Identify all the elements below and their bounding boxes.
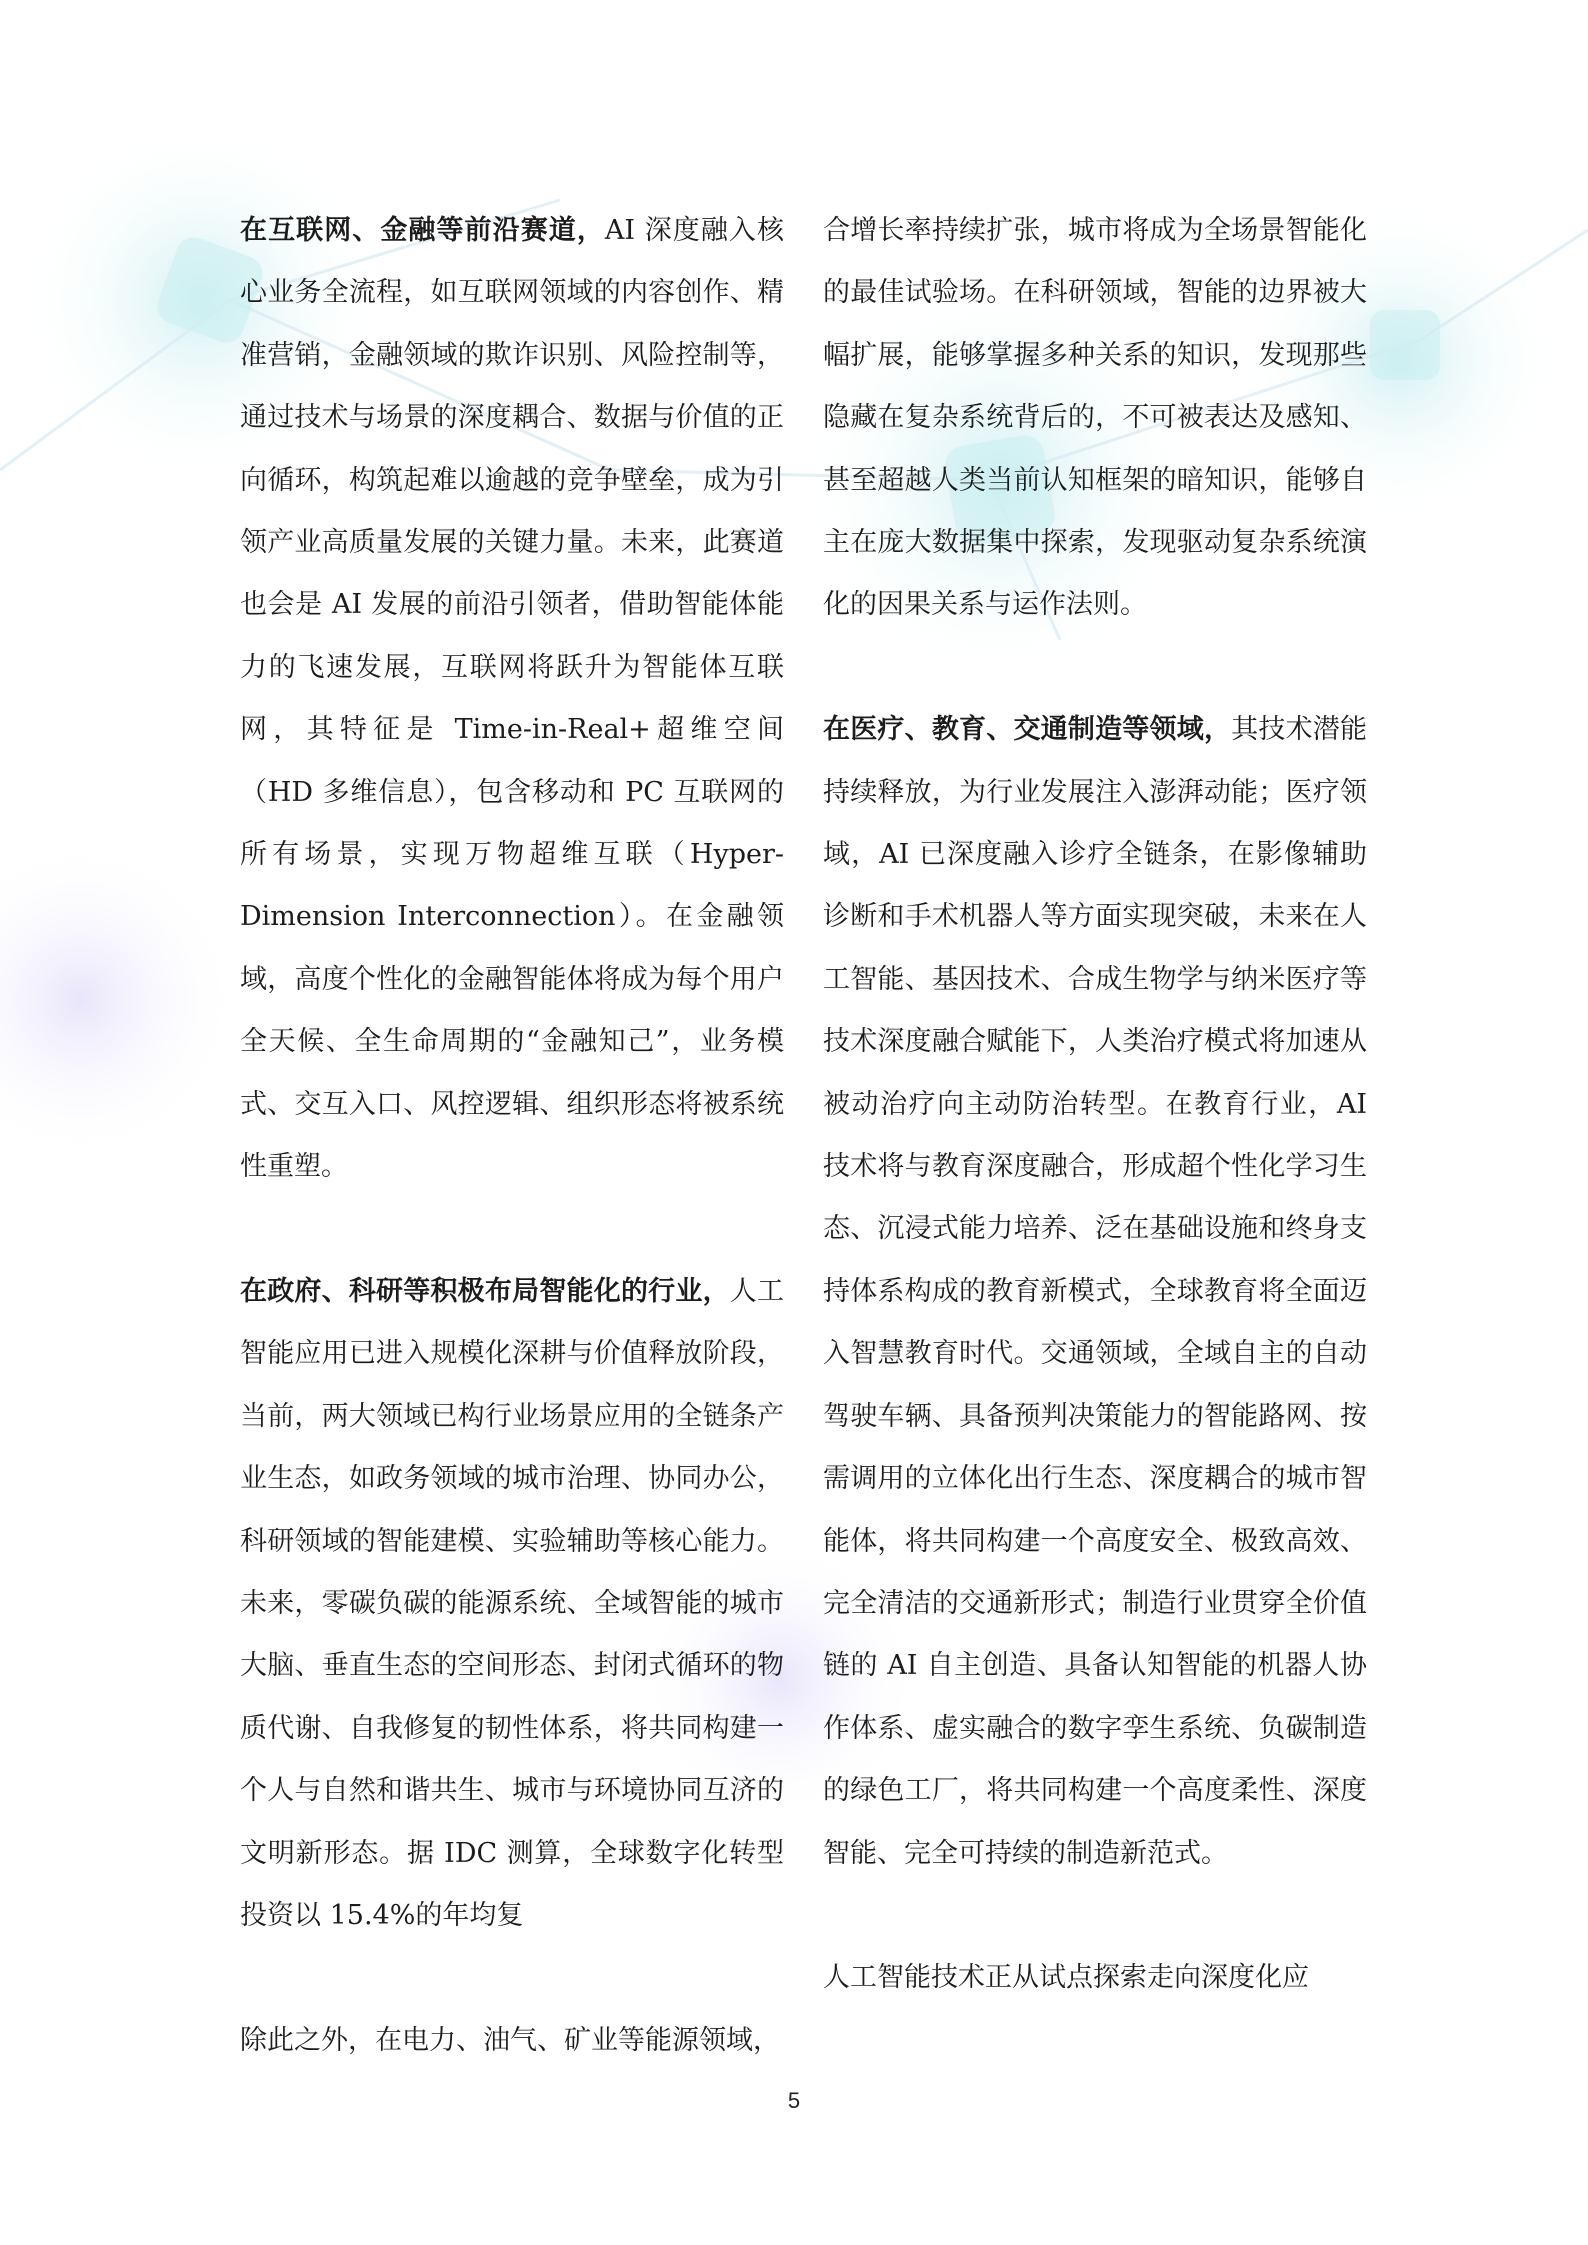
paragraph-body: 其技术潜能持续释放，为行业发展注入澎湃动能；医疗领域，AI 已深度融入诊疗全链条，在影像辅助诊断和手术机器人等方面实现突破，未来在人工智能、基因技术、合成生物学与纳米医疗等技术深度融合赋能下，人类治疗模式将加速从被动治疗向主动防治转型。在教育行业，AI 技术将与教育深度融合，形成超个性化学习生态、沉浸式能力培养、泛在基础设施和终身支持体系构成的教育新模式，全球教育将全面迈入智慧教育时代。交通领域，全域自主的自动驾驶车辆、具备预判决策能力的智能路网、按需调用的立体化出行生态、深度耦合的城市智能体，将共同构建一个高度安全、极致高效、完全清洁的交通新形式；制造行业贯穿全价值链的 AI 自主创造、具备认知智能的机器人协作体系、虚实融合的数字孪生系统、负碳制造的绿色工厂，将共同构建一个高度柔性、深度智能、完全可持续的制造新范式。 [823,714,1368,1869]
paragraph-body: 人工智能应用已进入规模化深耕与价值释放阶段，当前，两大领域已构行业场景应用的全链条产业生态，如政务领域的城市治理、协同办公，科研领域的智能建模、实验辅助等核心能力。未来，零碳负碳的能源系统、全域智能的城市大脑、垂直生态的空间形态、封闭式循环的物质代谢、自我修复的韧性体系，将共同构建一个人与自然和谐共生、城市与环境协同互济的文明新形态。据 IDC 测算，全球数字化转型投资以 15.4%的年均复 [240,1275,785,1931]
paragraph-internet-finance [240,200,784,1199]
left-column [240,200,784,2135]
paragraph-lead: 在医疗、教育、交通制造等领域， [823,714,1232,746]
paragraph-government-research [240,1261,784,1947]
paragraph-body: 除此之外，在电力、油气、矿业等能源领域， [240,2024,780,2056]
paragraph-body: 合增长率持续扩张，城市将成为全场景智能化的最佳试验场。在科研领域，智能的边界被大幅扩展，能够掌握多种关系的知识，发现那些隐藏在复杂系统背后的，不可被表达及感知、甚至超越人类当前认知框架的暗知识，能够自主在庞大数据集中探索，发现驱动复杂系统演化的因果关系与运作法则。 [823,215,1367,621]
paragraph-lead: 在政府、科研等积极布局智能化的行业， [240,1275,730,1307]
paragraph-body: 人工智能技术正从试点探索走向深度化应 [823,1962,1309,1994]
page-number: 5 [787,2088,801,2113]
paragraph-ai-deepening [823,1947,1367,2009]
right-column [823,200,1367,2072]
paragraph-medical-education-transport [823,699,1367,1885]
paragraph-lead: 在互联网、金融等前沿赛道， [240,215,605,246]
paragraph-city-research-continued [823,200,1367,637]
paragraph-energy [240,2010,784,2072]
paragraph-body: AI 深度融入核心业务全流程，如互联网领域的内容创作、精准营销，金融领域的欺诈识别、风险控制等，通过技术与场景的深度耦合、数据与价值的正向循环，构筑起难以逾越的竞争壁垒，成为引领产业高质量发展的关键力量。未来，此赛道也会是 AI 发展的前沿引领者，借助智能体能力的飞速发展，互联网将跃升为智能体互联网，其特征是 Time-in-Real+超维空间（HD 多维信息），包含移动和 PC 互联网的所有场景，实现万物超维互联（Hyper-Dimension Interconnection）。在金融领域，高度个性化的金融智能体将成为每个用户全天候、全生命周期的“金融知己”，业务模式、交互入口、风控逻辑、组织形态将被系统性重塑。 [240,215,784,1183]
